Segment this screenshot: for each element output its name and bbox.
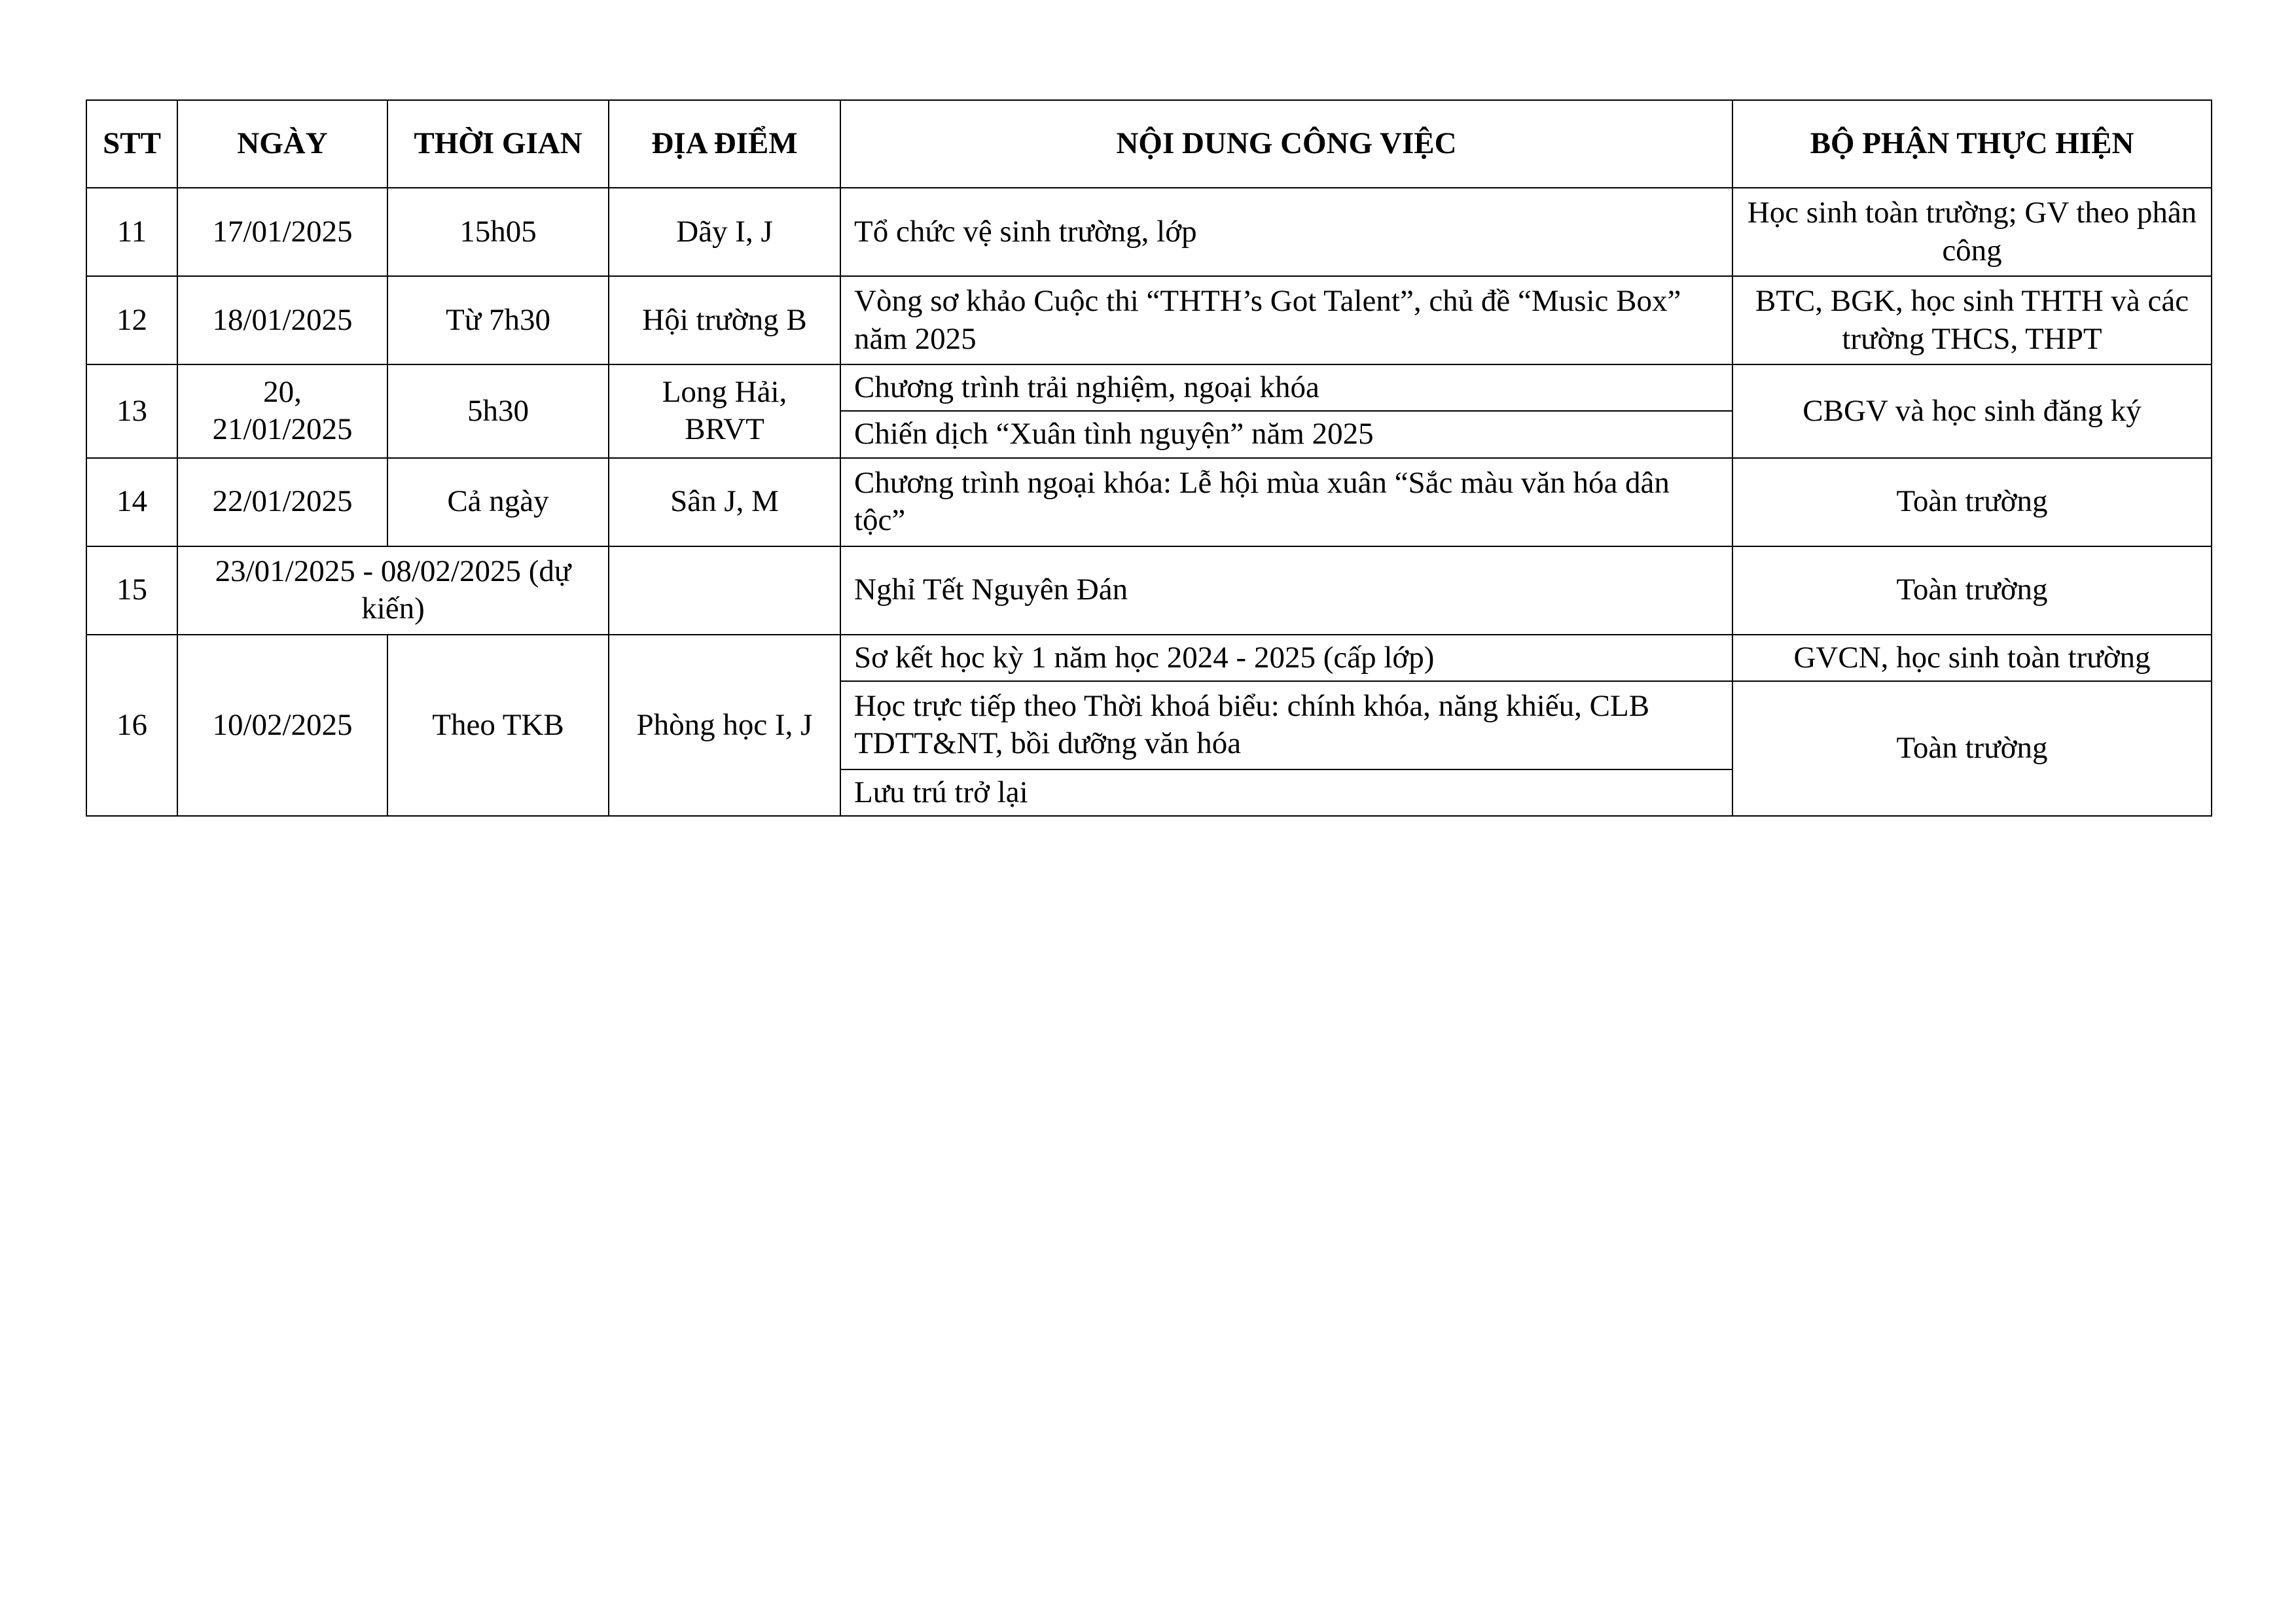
header-ngay: NGÀY	[177, 100, 387, 188]
cell-ngay: 18/01/2025	[177, 276, 387, 364]
header-bo-phan: BỘ PHẬN THỰC HIỆN	[1732, 100, 2212, 188]
cell-ngay: 17/01/2025	[177, 188, 387, 276]
cell-noi-dung: Học trực tiếp theo Thời khoá biểu: chính khóa, năng khiếu, CLB TDTT&NT, bồi dưỡng văn hóa	[840, 681, 1732, 769]
cell-noi-dung: Chiến dịch “Xuân tình nguyện” năm 2025	[840, 411, 1732, 457]
cell-thoi-gian: 15h05	[387, 188, 609, 276]
cell-noi-dung: Chương trình ngoại khóa: Lễ hội mùa xuân “Sắc màu văn hóa dân tộc”	[840, 458, 1732, 546]
cell-stt: 13	[86, 364, 177, 458]
table-row	[86, 546, 2212, 635]
cell-bo-phan: GVCN, học sinh toàn trường	[1732, 635, 2212, 681]
cell-bo-phan: Toàn trường	[1732, 546, 2212, 635]
header-stt: STT	[86, 100, 177, 188]
cell-bo-phan: BTC, BGK, học sinh THTH và các trường THCS, THPT	[1732, 276, 2212, 364]
cell-noi-dung: Vòng sơ khảo Cuộc thi “THTH’s Got Talent”, chủ đề “Music Box” năm 2025	[840, 276, 1732, 364]
cell-dia-diem	[609, 546, 840, 635]
cell-bo-phan: CBGV và học sinh đăng ký	[1732, 364, 2212, 458]
cell-noi-dung: Tổ chức vệ sinh trường, lớp	[840, 188, 1732, 276]
header-noi-dung: NỘI DUNG CÔNG VIỆC	[840, 100, 1732, 188]
cell-thoi-gian: Cả ngày	[387, 458, 609, 546]
cell-thoi-gian: 5h30	[387, 364, 609, 458]
cell-noi-dung: Lưu trú trở lại	[840, 769, 1732, 816]
cell-ngay: 22/01/2025	[177, 458, 387, 546]
header-dia-diem: ĐỊA ĐIỂM	[609, 100, 840, 188]
cell-dia-diem: Dãy I, J	[609, 188, 840, 276]
cell-dia-diem: Sân J, M	[609, 458, 840, 546]
cell-thoi-gian: Theo TKB	[387, 635, 609, 817]
cell-stt: 16	[86, 635, 177, 817]
cell-dia-diem: Long Hải, BRVT	[609, 364, 840, 458]
cell-ngay: 20, 21/01/2025	[177, 364, 387, 458]
cell-ngay-thoi-gian: 23/01/2025 - 08/02/2025 (dự kiến)	[177, 546, 609, 635]
cell-bo-phan: Toàn trường	[1732, 458, 2212, 546]
cell-stt: 15	[86, 546, 177, 635]
table-row	[86, 635, 2212, 681]
cell-stt: 12	[86, 276, 177, 364]
cell-noi-dung: Chương trình trải nghiệm, ngoại khóa	[840, 364, 1732, 411]
header-thoi-gian: THỜI GIAN	[387, 100, 609, 188]
cell-noi-dung: Sơ kết học kỳ 1 năm học 2024 - 2025 (cấp lớp)	[840, 635, 1732, 681]
cell-noi-dung: Nghỉ Tết Nguyên Đán	[840, 546, 1732, 635]
cell-ngay: 10/02/2025	[177, 635, 387, 817]
cell-stt: 11	[86, 188, 177, 276]
cell-stt: 14	[86, 458, 177, 546]
cell-dia-diem: Phòng học I, J	[609, 635, 840, 817]
table-row	[86, 188, 2212, 276]
cell-thoi-gian: Từ 7h30	[387, 276, 609, 364]
table-row	[86, 276, 2212, 364]
cell-bo-phan: Học sinh toàn trường; GV theo phân công	[1732, 188, 2212, 276]
cell-dia-diem: Hội trường B	[609, 276, 840, 364]
header-row	[86, 100, 2212, 188]
table-row	[86, 458, 2212, 546]
cell-bo-phan: Toàn trường	[1732, 681, 2212, 816]
table-row	[86, 364, 2212, 411]
schedule-table	[86, 99, 2212, 817]
